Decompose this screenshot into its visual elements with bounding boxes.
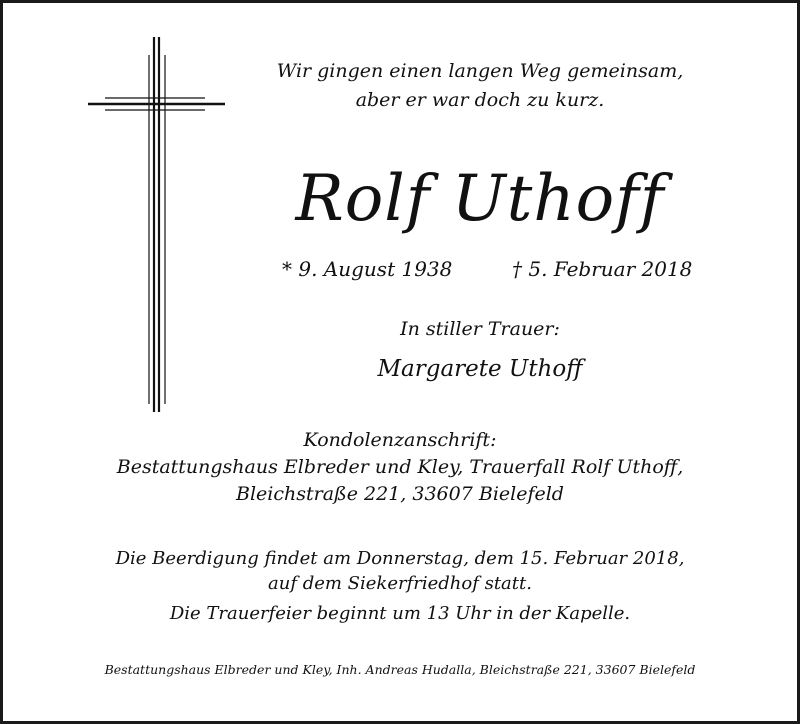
funeral-line-1: Die Beerdigung findet am Donnerstag, dem 15. Februar 2018, (115, 548, 685, 569)
mourning-heading: In stiller Trauer: (400, 318, 560, 340)
motto-line-2: aber er war doch zu kurz. (355, 89, 605, 111)
motto-line-1: Wir gingen einen langen Weg gemeinsam, (276, 60, 684, 82)
death-date: † 5. Februar 2018 (512, 257, 693, 281)
condolence-address (0, 427, 800, 508)
condolence-line-2: Bleichstraße 221, 33607 Bielefeld (236, 483, 564, 505)
footer-imprint: Bestattungshaus Elbreder und Kley, Inh. Andreas Hudalla, Bleichstraße 221, 33607 Bielefeld (104, 662, 696, 677)
mourner-name: Margarete Uthoff (377, 356, 583, 382)
condolence-line-1: Bestattungshaus Elbreder und Kley, Trauerfall Rolf Uthoff, (116, 456, 684, 478)
service-info: Die Trauerfeier beginnt um 13 Uhr in der Kapelle. (169, 603, 631, 624)
funeral-info (0, 546, 800, 596)
deceased-name: Rolf Uthoff (295, 162, 665, 236)
birth-date: * 9. August 1938 (282, 257, 453, 281)
motto (260, 57, 700, 115)
condolence-heading: Kondolenzanschrift: (303, 429, 497, 451)
funeral-line-2: auf dem Siekerfriedhof statt. (268, 573, 532, 594)
